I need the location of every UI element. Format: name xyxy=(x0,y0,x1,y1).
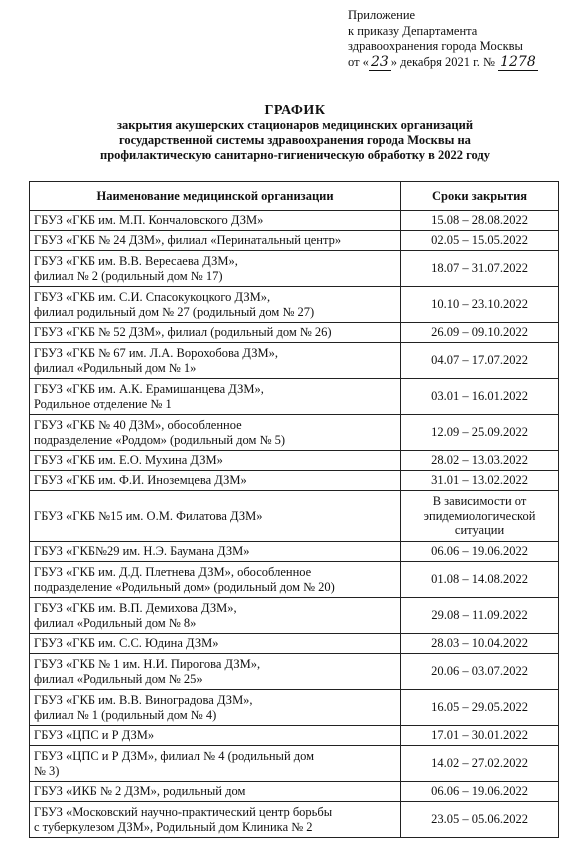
appendix-line-3: здравоохранения города Москвы xyxy=(348,39,523,53)
table-row xyxy=(30,562,559,598)
organization-line: ГБУЗ «ГКБ им. Д.Д. Плетнева ДЗМ», обособленное xyxy=(34,565,312,579)
organization-cell xyxy=(30,287,401,323)
table-row xyxy=(30,726,559,746)
closure-dates-cell xyxy=(401,491,559,542)
column-header-organization: Наименование медицинской организации xyxy=(30,182,401,211)
closure-dates-cell xyxy=(401,251,559,287)
closure-dates-line: 23.05 – 05.06.2022 xyxy=(431,812,528,827)
table-row xyxy=(30,343,559,379)
organization-line: ГБУЗ «ГКБ № 1 им. Н.И. Пирогова ДЗМ», xyxy=(34,657,261,671)
organization-line: ГБУЗ «ГКБ им. А.К. Ерамишанцева ДЗМ», xyxy=(34,382,264,396)
closure-dates-line: 28.02 – 13.03.2022 xyxy=(431,453,528,468)
organization-line: филиал родильный дом № 27 (родильный дом № 27) xyxy=(34,304,315,319)
date-middle: » декабря 2021 г. № xyxy=(390,54,495,69)
closure-dates-line: 02.05 – 15.05.2022 xyxy=(431,233,528,248)
order-number-handwritten: 1278 xyxy=(500,53,536,70)
closure-dates-line: 06.06 – 19.06.2022 xyxy=(431,784,528,799)
closure-dates-line: 20.06 – 03.07.2022 xyxy=(431,664,528,679)
closure-dates-line: 03.01 – 16.01.2022 xyxy=(431,389,528,404)
organization-cell xyxy=(30,231,401,251)
organization-line: ГБУЗ «ГКБ № 67 им. Л.А. Ворохобова ДЗМ», xyxy=(34,346,278,360)
table-row xyxy=(30,323,559,343)
organization-line: филиал «Родильный дом № 8» xyxy=(34,615,197,630)
organization-cell xyxy=(30,542,401,562)
table-row xyxy=(30,379,559,415)
organization-line: ГБУЗ «ГКБ им. С.И. Спасокукоцкого ДЗМ», xyxy=(34,290,271,304)
table-row xyxy=(30,598,559,634)
organization-line: ГБУЗ «ГКБ № 24 ДЗМ», филиал «Перинатальный центр» xyxy=(34,233,342,248)
table-row xyxy=(30,634,559,654)
table-row xyxy=(30,287,559,323)
organization-line: ГБУЗ «ГКБ им. Е.О. Мухина ДЗМ» xyxy=(34,453,223,468)
appendix-line-2: к приказу Департамента xyxy=(348,23,478,38)
closure-dates-cell xyxy=(401,231,559,251)
organization-line: филиал № 1 (родильный дом № 4) xyxy=(34,707,217,722)
closure-dates-cell xyxy=(401,379,559,415)
organization-line: ГБУЗ «ЦПС и Р ДЗМ», филиал № 4 (родильный дом xyxy=(34,749,315,763)
column-header-dates: Сроки закрытия xyxy=(401,182,559,211)
organization-line: филиал «Родильный дом № 25» xyxy=(34,671,203,686)
closure-dates-line: 06.06 – 19.06.2022 xyxy=(431,544,528,559)
date-prefix: от « xyxy=(348,54,369,69)
closure-dates-line: В зависимости от xyxy=(432,494,527,509)
organization-line: ГБУЗ «ГКБ им. В.В. Вересаева ДЗМ», xyxy=(34,254,238,268)
closure-dates-line: 26.09 – 09.10.2022 xyxy=(431,325,528,340)
closure-dates-line: 10.10 – 23.10.2022 xyxy=(431,297,528,312)
closure-dates-cell xyxy=(401,634,559,654)
closure-dates-cell xyxy=(401,726,559,746)
title-line-1: закрытия акушерских стационаров медицинских организаций xyxy=(116,118,474,132)
organization-cell xyxy=(30,323,401,343)
organization-line: ГБУЗ «ГКБ№29 им. Н.Э. Баумана ДЗМ» xyxy=(34,544,250,559)
organization-cell xyxy=(30,562,401,598)
closure-dates-line: 28.03 – 10.04.2022 xyxy=(431,636,528,651)
organization-cell xyxy=(30,379,401,415)
organization-line: ГБУЗ «ГКБ № 52 ДЗМ», филиал (родильный дом № 26) xyxy=(34,325,332,340)
organization-line: ГБУЗ «Московский научно-практический центр борьбы xyxy=(34,805,333,819)
closure-dates-cell xyxy=(401,746,559,782)
organization-cell xyxy=(30,802,401,838)
organization-line: ГБУЗ «ГКБ № 40 ДЗМ», обособленное xyxy=(34,418,242,432)
title-line-2: государственной системы здравоохранения города Москвы на xyxy=(119,133,471,147)
closure-dates-line: 12.09 – 25.09.2022 xyxy=(431,425,528,440)
table-body xyxy=(30,211,559,838)
table-header-row xyxy=(30,182,559,211)
organization-cell xyxy=(30,654,401,690)
organization-line: Родильное отделение № 1 xyxy=(34,396,172,411)
table-row xyxy=(30,251,559,287)
organization-line: ГБУЗ «ГКБ им. М.П. Кончаловского ДЗМ» xyxy=(34,213,264,228)
closure-dates-cell xyxy=(401,343,559,379)
closure-dates-cell xyxy=(401,211,559,231)
organization-cell xyxy=(30,211,401,231)
closure-dates-cell xyxy=(401,802,559,838)
closure-dates-cell xyxy=(401,782,559,802)
table-row xyxy=(30,542,559,562)
organization-line: ГБУЗ «ГКБ им. С.С. Юдина ДЗМ» xyxy=(34,636,219,651)
order-date-line xyxy=(348,55,578,71)
table-row xyxy=(30,415,559,451)
table-row xyxy=(30,746,559,782)
table-row xyxy=(30,471,559,491)
table-row xyxy=(30,231,559,251)
organization-cell xyxy=(30,491,401,542)
table-row xyxy=(30,802,559,838)
organization-line: филиал «Родильный дом № 1» xyxy=(34,360,197,375)
closure-dates-cell xyxy=(401,562,559,598)
closure-dates-line: 31.01 – 13.02.2022 xyxy=(431,473,528,488)
table-row xyxy=(30,782,559,802)
closure-dates-cell xyxy=(401,451,559,471)
organization-line: с туберкулезом ДЗМ», Родильный дом Клиника № 2 xyxy=(34,819,313,834)
appendix-header xyxy=(348,8,578,70)
closure-schedule-table xyxy=(29,181,559,838)
organization-cell xyxy=(30,782,401,802)
organization-line: ГБУЗ «ГКБ №15 им. О.М. Филатова ДЗМ» xyxy=(34,508,263,523)
closure-dates-cell xyxy=(401,690,559,726)
organization-line: ГБУЗ «ГКБ им. В.П. Демихова ДЗМ», xyxy=(34,601,237,615)
organization-line: подразделение «Родильный дом» (родильный дом № 20) xyxy=(34,579,335,594)
document-title xyxy=(40,103,550,163)
organization-cell xyxy=(30,451,401,471)
closure-dates-line: 17.01 – 30.01.2022 xyxy=(431,728,528,743)
organization-line: № 3) xyxy=(34,763,60,778)
closure-dates-line: 01.08 – 14.08.2022 xyxy=(431,572,528,587)
closure-dates-cell xyxy=(401,654,559,690)
closure-dates-line: 18.07 – 31.07.2022 xyxy=(431,261,528,276)
closure-dates-cell xyxy=(401,415,559,451)
organization-line: ГБУЗ «ИКБ № 2 ДЗМ», родильный дом xyxy=(34,784,246,799)
closure-dates-line: 14.02 – 27.02.2022 xyxy=(431,756,528,771)
order-day-handwritten: 23 xyxy=(370,53,389,70)
title-main: ГРАФИК xyxy=(264,103,326,118)
title-line-3: профилактическую санитарно-гигиеническую обработку в 2022 году xyxy=(100,148,490,162)
closure-dates-cell xyxy=(401,471,559,491)
table-row xyxy=(30,491,559,542)
organization-cell xyxy=(30,471,401,491)
table-row xyxy=(30,451,559,471)
closure-dates-cell xyxy=(401,598,559,634)
closure-dates-line: 16.05 – 29.05.2022 xyxy=(431,700,528,715)
closure-dates-line: 29.08 – 11.09.2022 xyxy=(431,608,528,623)
closure-dates-line: ситуации xyxy=(454,523,505,538)
organization-cell xyxy=(30,634,401,654)
organization-line: ГБУЗ «ЦПС и Р ДЗМ» xyxy=(34,728,155,743)
closure-dates-line: 04.07 – 17.07.2022 xyxy=(431,353,528,368)
table-row xyxy=(30,654,559,690)
closure-dates-cell xyxy=(401,323,559,343)
organization-line: ГБУЗ «ГКБ им. В.В. Виноградова ДЗМ», xyxy=(34,693,253,707)
appendix-line-1: Приложение xyxy=(348,8,416,22)
organization-cell xyxy=(30,746,401,782)
organization-cell xyxy=(30,690,401,726)
organization-line: ГБУЗ «ГКБ им. Ф.И. Иноземцева ДЗМ» xyxy=(34,473,247,488)
closure-dates-line: эпидемиологической xyxy=(423,508,536,523)
organization-cell xyxy=(30,598,401,634)
closure-dates-line: 15.08 – 28.08.2022 xyxy=(431,213,528,228)
closure-dates-cell xyxy=(401,287,559,323)
organization-cell xyxy=(30,415,401,451)
table-row xyxy=(30,211,559,231)
organization-cell xyxy=(30,726,401,746)
closure-dates-cell xyxy=(401,542,559,562)
organization-line: подразделение «Роддом» (родильный дом № 5) xyxy=(34,432,286,447)
table-row xyxy=(30,690,559,726)
organization-line: филиал № 2 (родильный дом № 17) xyxy=(34,268,223,283)
organization-cell xyxy=(30,251,401,287)
organization-cell xyxy=(30,343,401,379)
